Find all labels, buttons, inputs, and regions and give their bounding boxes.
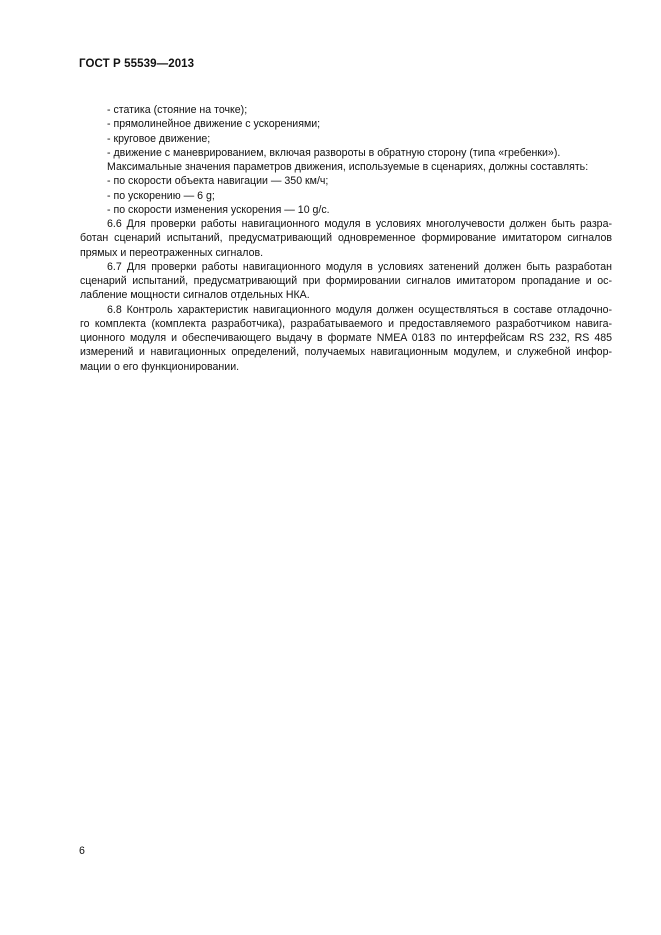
paragraph-line: 6.6 Для проверки работы навигационного модуля в условиях многолучевости должен быть разра- xyxy=(107,218,612,230)
list-item: - прямолинейное движение с ускорениями; xyxy=(107,118,321,131)
paragraph-line: измерений и навигационных определений, получаемых навигационным модулем, и служебной инфор- xyxy=(80,346,612,359)
paragraph-intro: Максимальные значения параметров движения, используемые в сценариях, должны составлять: xyxy=(107,161,589,173)
section-6-8 xyxy=(80,303,612,374)
list-item: - движение с маневрированием, включая развороты в обратную сторону (типа «гребенки»). xyxy=(107,146,561,159)
section-6-7 xyxy=(80,260,612,303)
paragraph-line: 6.8 Контроль характеристик навигационного модуля должен осуществляться в составе отладочно- xyxy=(107,303,612,316)
paragraph-line: 6.7 Для проверки работы навигационного модуля в условиях затенений должен быть разработан xyxy=(107,260,612,273)
document-header: ГОСТ Р 55539—2013 xyxy=(79,58,195,70)
list-item: - по скорости изменения ускорения — 10 g/с. xyxy=(107,203,330,216)
list-item: - круговое движение; xyxy=(107,132,211,145)
list-item: - по скорости объекта навигации — 350 км/ч; xyxy=(107,175,329,188)
paragraph-line: лабление мощности сигналов отдельных НКА. xyxy=(80,289,310,302)
paragraph-line: прямых и переотраженных сигналов. xyxy=(80,246,264,259)
section-6-6 xyxy=(80,217,612,260)
paragraph-line: ботан сценарий испытаний, предусматривающий одновременное формирование имитатором сигналов xyxy=(80,232,612,245)
paragraph-line: мации о его функционировании. xyxy=(80,360,240,373)
page-number: 6 xyxy=(79,845,85,857)
list-item: - статика (стояние на точке); xyxy=(107,104,248,116)
paragraph-line: ционного модуля и обеспечивающего выдачу в формате NMEA 0183 по интерфейсам RS 232, RS 485 xyxy=(80,332,612,344)
list-item: - по ускорению — 6 g; xyxy=(107,189,215,202)
paragraph-line: го комплекта (комплекта разработчика), разрабатываемого и предоставляемого разработчиком навига- xyxy=(80,317,612,330)
document-body xyxy=(80,103,612,374)
paragraph-line: сценарий испытаний, предусматривающий при формировании сигналов имитатором пропадание и ос- xyxy=(80,275,612,287)
